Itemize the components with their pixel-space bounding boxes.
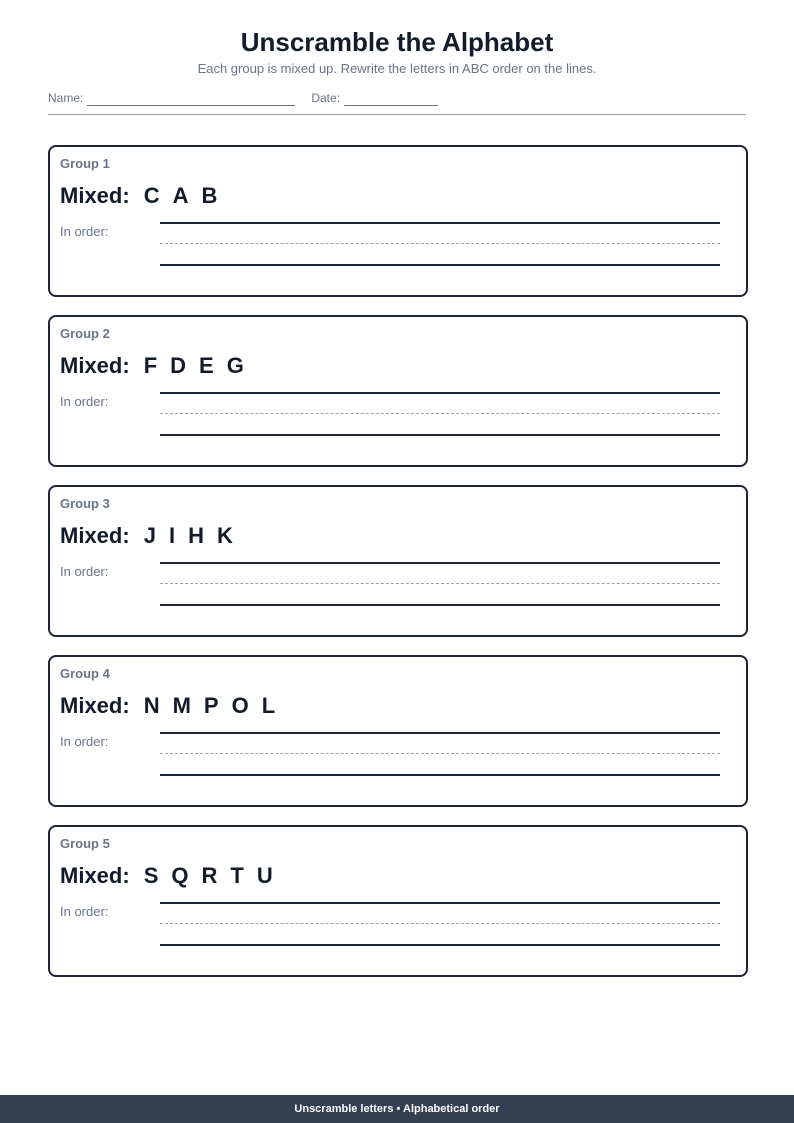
footer-bar: Unscramble letters • Alphabetical order (0, 1095, 794, 1123)
scrambled-letters (144, 863, 286, 888)
name-date-row (48, 91, 438, 106)
name-blank-line[interactable] (87, 94, 295, 106)
writing-line-baseline[interactable] (160, 434, 720, 436)
writing-line-midline (160, 923, 720, 924)
name-label: Name: (48, 91, 84, 105)
in-order-label: In order: (60, 394, 109, 409)
in-order-label: In order: (60, 224, 109, 239)
mixed-letters-row (60, 693, 288, 719)
scrambled-letter: D (170, 353, 187, 378)
scrambled-letter: F (143, 353, 158, 378)
in-order-label: In order: (60, 564, 109, 579)
writing-line-top[interactable] (160, 562, 720, 564)
scrambled-letter: M (172, 693, 191, 718)
group-label: Group 2 (60, 326, 110, 341)
scrambled-letters (144, 523, 246, 548)
scrambled-letter: Q (171, 863, 189, 888)
group-card (48, 655, 748, 807)
writing-line-midline (160, 753, 720, 754)
mixed-letters-row (60, 523, 246, 549)
group-label: Group 3 (60, 496, 110, 511)
writing-line-top[interactable] (160, 392, 720, 394)
writing-line-baseline[interactable] (160, 264, 720, 266)
writing-line-baseline[interactable] (160, 774, 720, 776)
group-label: Group 5 (60, 836, 110, 851)
scrambled-letter: A (172, 183, 189, 208)
writing-line-midline (160, 583, 720, 584)
group-card (48, 145, 748, 297)
mixed-letters-row (60, 863, 286, 889)
mixed-label: Mixed: (60, 353, 130, 378)
scrambled-letters (144, 353, 257, 378)
mixed-label: Mixed: (60, 863, 130, 888)
page-subtitle: Each group is mixed up. Rewrite the letters in ABC order on the lines. (197, 61, 597, 76)
scrambled-letter: S (143, 863, 159, 888)
mixed-label: Mixed: (60, 693, 130, 718)
scrambled-letter: T (230, 863, 244, 888)
scrambled-letters (144, 183, 231, 208)
writing-line-top[interactable] (160, 222, 720, 224)
writing-line-baseline[interactable] (160, 944, 720, 946)
scrambled-letter: K (216, 523, 233, 548)
writing-line-midline (160, 243, 720, 244)
group-label: Group 1 (60, 156, 110, 171)
scrambled-letter: R (201, 863, 218, 888)
scrambled-letters (144, 693, 288, 718)
mixed-label: Mixed: (60, 183, 130, 208)
writing-line-top[interactable] (160, 902, 720, 904)
scrambled-letter: G (226, 353, 244, 378)
in-order-label: In order: (60, 734, 109, 749)
header-divider (48, 114, 746, 115)
scrambled-letter: E (199, 353, 214, 378)
mixed-letters-row (60, 183, 230, 209)
scrambled-letter: L (261, 693, 276, 718)
scrambled-letter: N (143, 693, 160, 718)
scrambled-letter: C (143, 183, 160, 208)
mixed-letters-row (60, 353, 257, 379)
writing-line-top[interactable] (160, 732, 720, 734)
in-order-label: In order: (60, 904, 109, 919)
group-label: Group 4 (60, 666, 110, 681)
writing-line-baseline[interactable] (160, 604, 720, 606)
writing-line-midline (160, 413, 720, 414)
group-card (48, 485, 748, 637)
scrambled-letter: J (143, 523, 156, 548)
scrambled-letter: P (203, 693, 219, 718)
group-card (48, 825, 748, 977)
mixed-label: Mixed: (60, 523, 130, 548)
scrambled-letter: O (231, 693, 249, 718)
scrambled-letter: H (188, 523, 204, 548)
page-title: Unscramble the Alphabet (240, 27, 554, 57)
scrambled-letter: I (168, 523, 176, 548)
date-label: Date: (311, 91, 341, 105)
scrambled-letter: U (256, 863, 273, 888)
scrambled-letter: B (201, 183, 218, 208)
group-card (48, 315, 748, 467)
date-blank-line[interactable] (344, 94, 438, 106)
